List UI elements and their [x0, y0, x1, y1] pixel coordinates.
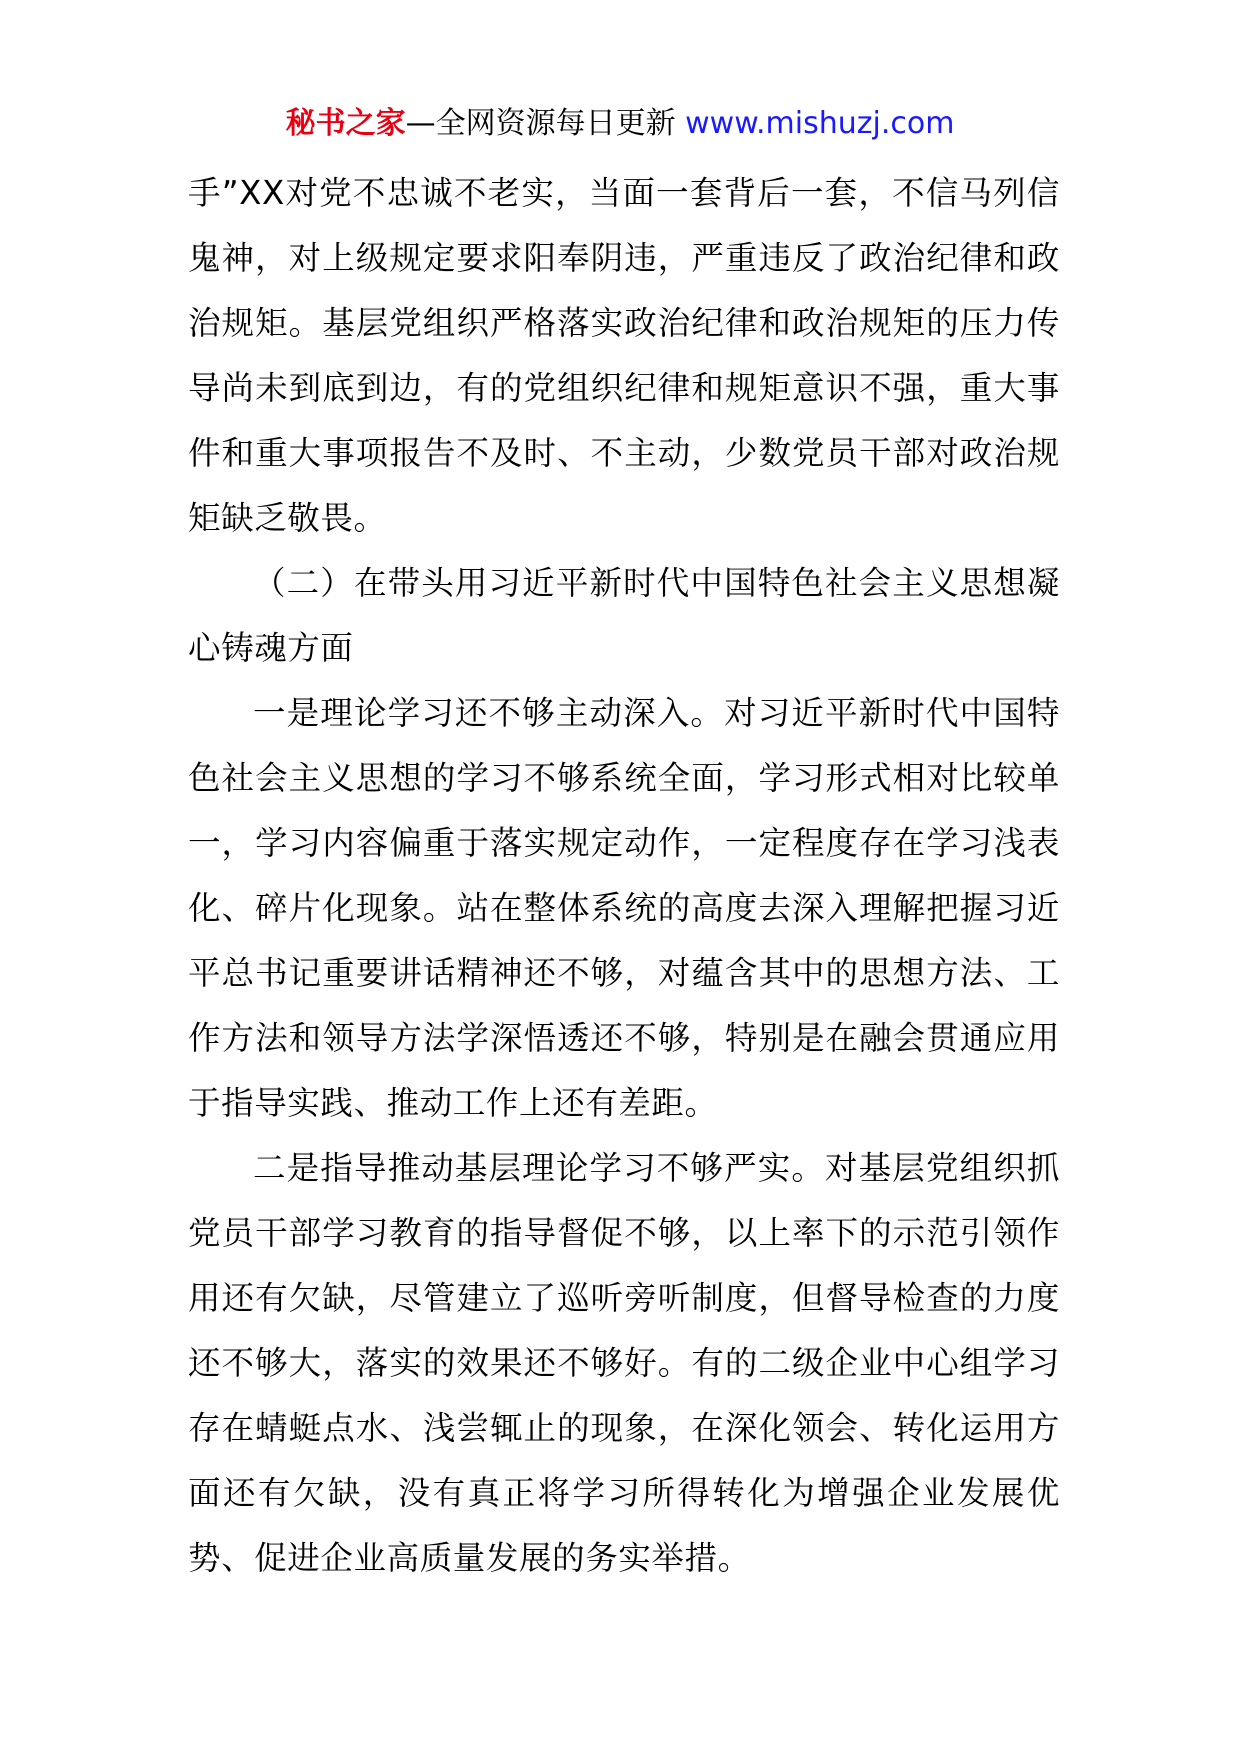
document-body — [188, 161, 1060, 1591]
page-header — [0, 104, 1240, 144]
header-brand: 秘书之家 — [285, 106, 406, 141]
header-tagline: —全网资源每日更新 — [405, 106, 676, 141]
paragraph-point-two: 二是指导推动基层理论学习不够严实。对基层党组织抓党员干部学习教育的指导督促不够，以上率下的示范引领作用还有欠缺，尽管建立了巡听旁听制度，但督导检查的力度还不够大，落实的效果还不够好。有的二级企业中心组学习存在蜻蜓点水、浅尝辄止的现象，在深化领会、转化运用方面还有欠缺，没有真正将学习所得转化为增强企业发展优势、促进企业高质量发展的务实举措。 — [188, 1149, 1060, 1577]
paragraph-continuation: 手”XX对党不忠诚不老实，当面一套背后一套，不信马列信鬼神，对上级规定要求阳奉阴违，严重违反了政治纪律和政治规矩。基层党组织严格落实政治纪律和政治规矩的压力传导尚未到底到边，有的党组织纪律和规矩意识不强，重大事件和重大事项报告不及时、不主动，少数党员干部对政治规矩缺乏敬畏。 — [188, 174, 1060, 537]
header-site-link[interactable]: www.mishuzj.com — [685, 106, 955, 141]
section-heading: （二）在带头用习近平新时代中国特色社会主义思想凝心铸魂方面 — [188, 564, 1060, 667]
paragraph-point-one: 一是理论学习还不够主动深入。对习近平新时代中国特色社会主义思想的学习不够系统全面，学习形式相对比较单一，学习内容偏重于落实规定动作，一定程度存在学习浅表化、碎片化现象。站在整体系统的高度去深入理解把握习近平总书记重要讲话精神还不够，对蕴含其中的思想方法、工作方法和领导方法学深悟透还不够，特别是在融会贯通应用于指导实践、推动工作上还有差距。 — [188, 694, 1060, 1122]
